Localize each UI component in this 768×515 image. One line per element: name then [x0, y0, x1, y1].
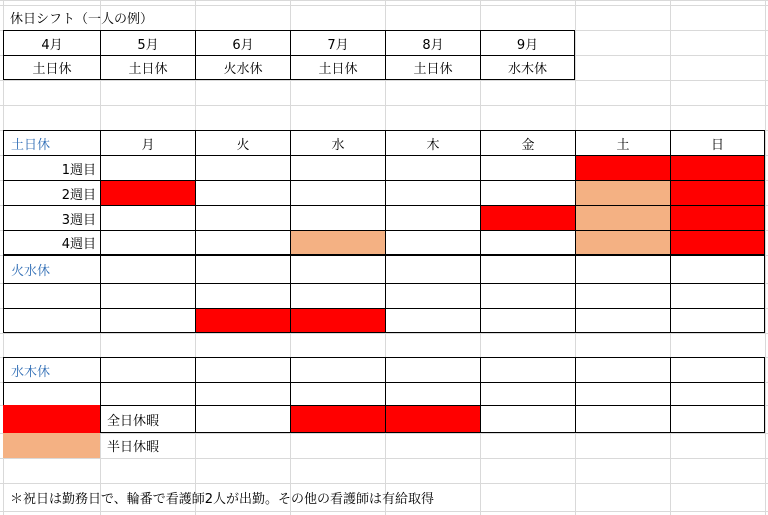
shift-cell[interactable] [670, 405, 765, 433]
weekday-header[interactable] [670, 357, 765, 382]
shift-cell[interactable] [385, 308, 480, 333]
month-pattern[interactable]: 土日休 [100, 55, 195, 80]
shift-cell-full-day[interactable] [290, 405, 385, 433]
shift-cell[interactable] [670, 283, 765, 308]
week-label[interactable]: 4週目 [3, 230, 100, 255]
weekday-header[interactable]: 木 [385, 130, 480, 155]
shift-cell[interactable] [385, 283, 480, 308]
shift-cell[interactable] [195, 405, 290, 433]
week-label[interactable] [3, 283, 100, 308]
shift-cell[interactable] [575, 405, 670, 433]
weekday-header[interactable]: 日 [670, 130, 765, 155]
shift-cell[interactable] [195, 205, 290, 230]
shift-cell-full-day[interactable] [100, 180, 195, 205]
shift-cell-half-day[interactable] [575, 205, 670, 230]
month-label[interactable]: 9月 [480, 30, 575, 55]
weekday-header[interactable]: 金 [480, 130, 575, 155]
shift-cell[interactable] [670, 308, 765, 333]
shift-cell[interactable] [100, 283, 195, 308]
shift-cell[interactable] [575, 382, 670, 405]
month-pattern[interactable]: 土日休 [290, 55, 385, 80]
weekday-header[interactable]: 水 [290, 130, 385, 155]
shift-cell-full-day[interactable] [195, 308, 290, 333]
week-label[interactable]: 3週目 [3, 205, 100, 230]
shift-cell[interactable] [385, 155, 480, 180]
legend-full-swatch [3, 405, 100, 433]
shift-cell-full-day[interactable] [670, 230, 765, 255]
weekday-header[interactable]: 月 [100, 130, 195, 155]
shift-cell-full-day[interactable] [575, 155, 670, 180]
shift-cell[interactable] [195, 180, 290, 205]
shift-cell[interactable] [100, 155, 195, 180]
shift-cell[interactable] [385, 230, 480, 255]
month-pattern[interactable]: 土日休 [385, 55, 480, 80]
week-label[interactable]: 2週目 [3, 180, 100, 205]
section-label[interactable]: 土日休 [3, 130, 100, 155]
shift-cell[interactable] [480, 405, 575, 433]
weekday-header[interactable] [575, 357, 670, 382]
shift-cell-full-day[interactable] [480, 205, 575, 230]
shift-cell-full-day[interactable] [670, 155, 765, 180]
month-label[interactable]: 6月 [195, 30, 290, 55]
shift-cell[interactable] [575, 283, 670, 308]
shift-cell[interactable] [480, 230, 575, 255]
weekday-header[interactable] [290, 357, 385, 382]
month-pattern[interactable]: 火水休 [195, 55, 290, 80]
shift-cell-full-day[interactable] [290, 308, 385, 333]
shift-cell-full-day[interactable] [670, 180, 765, 205]
shift-cell[interactable] [480, 155, 575, 180]
month-label[interactable]: 5月 [100, 30, 195, 55]
footnote: ＊祝日は勤務日で、輪番で看護師2人が出勤。その他の看護師は有給取得 [10, 491, 435, 507]
shift-cell[interactable] [100, 230, 195, 255]
weekday-header[interactable] [575, 255, 670, 283]
week-label[interactable] [3, 308, 100, 333]
weekday-header[interactable] [385, 357, 480, 382]
sheet-title: 休日シフト（一人の例） [10, 12, 154, 27]
month-label[interactable]: 7月 [290, 30, 385, 55]
shift-cell[interactable] [100, 205, 195, 230]
shift-cell[interactable] [195, 382, 290, 405]
shift-cell[interactable] [385, 382, 480, 405]
shift-cell[interactable] [480, 283, 575, 308]
weekday-header[interactable] [385, 255, 480, 283]
legend-half-swatch [3, 433, 100, 458]
shift-cell[interactable] [385, 205, 480, 230]
month-label[interactable]: 4月 [3, 30, 100, 55]
shift-cell[interactable] [290, 155, 385, 180]
section-label[interactable]: 水木休 [3, 357, 100, 382]
month-pattern[interactable]: 土日休 [3, 55, 100, 80]
weekday-header[interactable] [195, 255, 290, 283]
week-label[interactable] [3, 382, 100, 405]
shift-cell[interactable] [100, 308, 195, 333]
shift-cell-half-day[interactable] [575, 230, 670, 255]
shift-cell[interactable] [670, 382, 765, 405]
shift-cell[interactable] [195, 230, 290, 255]
shift-cell-half-day[interactable] [290, 230, 385, 255]
weekday-header[interactable] [480, 255, 575, 283]
shift-cell-full-day[interactable] [670, 205, 765, 230]
weekday-header[interactable] [670, 255, 765, 283]
shift-cell[interactable] [290, 205, 385, 230]
legend-half-label: 半日休暇 [107, 440, 160, 455]
shift-cell[interactable] [480, 308, 575, 333]
shift-cell[interactable] [480, 382, 575, 405]
shift-cell[interactable] [575, 308, 670, 333]
shift-cell-half-day[interactable] [575, 180, 670, 205]
shift-cell[interactable] [290, 180, 385, 205]
shift-cell[interactable] [480, 180, 575, 205]
weekday-header[interactable] [100, 255, 195, 283]
shift-cell[interactable] [195, 283, 290, 308]
shift-cell[interactable] [195, 155, 290, 180]
weekday-header[interactable] [195, 357, 290, 382]
week-label[interactable]: 1週目 [3, 155, 100, 180]
weekday-header[interactable] [290, 255, 385, 283]
section-label[interactable]: 火水休 [3, 255, 100, 283]
legend-full-label: 全日休暇 [107, 413, 160, 429]
weekday-header[interactable] [100, 357, 195, 382]
shift-cell[interactable] [290, 382, 385, 405]
weekday-header[interactable]: 火 [195, 130, 290, 155]
shift-cell[interactable] [290, 283, 385, 308]
month-label[interactable]: 8月 [385, 30, 480, 55]
shift-cell[interactable] [385, 180, 480, 205]
shift-cell-full-day[interactable] [385, 405, 480, 433]
weekday-header[interactable]: 土 [575, 130, 670, 155]
shift-cell[interactable] [100, 382, 195, 405]
weekday-header[interactable] [480, 357, 575, 382]
month-pattern[interactable]: 水木休 [480, 55, 575, 80]
